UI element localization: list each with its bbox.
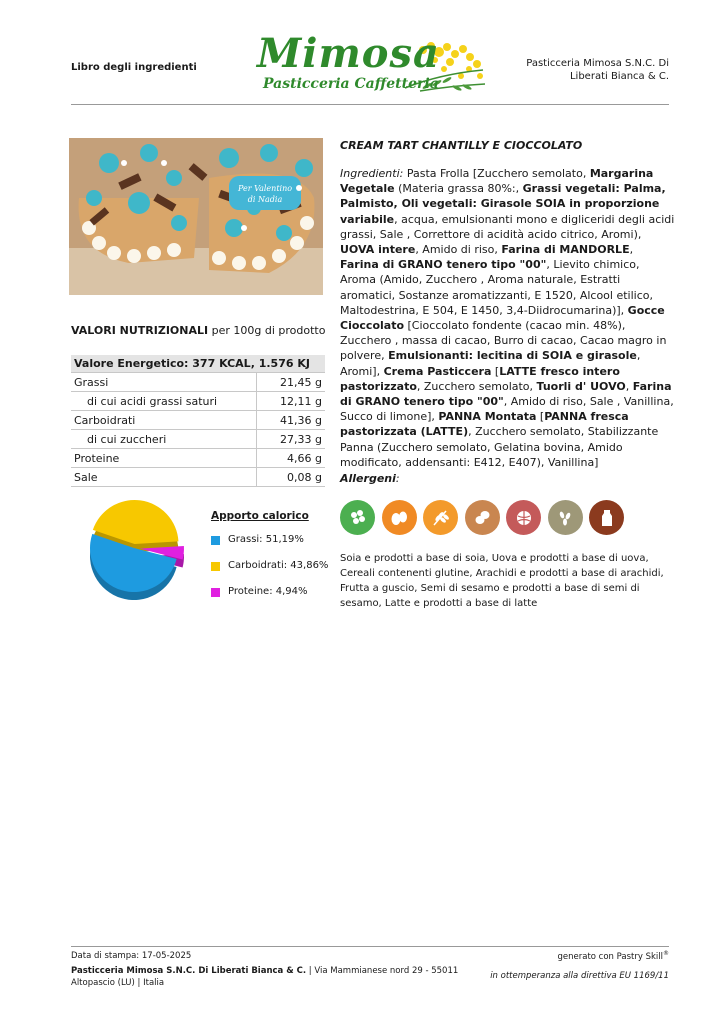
- ingredient-text: , Aromi],: [340, 349, 641, 378]
- ingredient-text: , Amido di riso, Sale , Vanillina, Succo di limone],: [340, 395, 674, 424]
- legend-item: Carboidrati: 43,86%: [211, 560, 328, 586]
- calorie-pie-chart: [84, 496, 194, 620]
- company-logo: [255, 30, 490, 100]
- ingredient-text: , Zucchero semolato,: [416, 379, 537, 393]
- table-row: di cui zuccheri 27,33 g: [71, 430, 325, 449]
- gluten-icon: [423, 500, 458, 535]
- company-address: Pasticceria Mimosa S.N.C. Di Liberati Bianca & C. | Via Mammianese nord 29 - 55011 Altopascio (LU) | Italia: [71, 966, 459, 988]
- nutrition-table: [71, 355, 325, 487]
- legend-item: Proteine: 4,94%: [211, 586, 328, 612]
- ingredient-text: ,: [629, 243, 634, 257]
- ingredient-text: , Zucchero semolato, Stabilizzante Panna (Zucchero semolato, Gelatina bovina, Amido modificato, addensanti: E412, E407), Vanillina]: [340, 425, 659, 469]
- ingredients-text: [340, 166, 675, 470]
- ingredient-highlight: Margarina Vegetale: [340, 167, 654, 196]
- ingredient-highlight: Tuorli d' UOVO: [536, 379, 626, 393]
- ingredient-text: , Amido di riso,: [415, 243, 502, 257]
- logo-title: Mimosa: [257, 30, 440, 77]
- table-row: Grassi 21,45 g: [71, 373, 325, 392]
- legend-swatch: [211, 562, 220, 571]
- soy-icon: [340, 500, 375, 535]
- milk-icon: [589, 500, 624, 535]
- nutrition-title: VALORI NUTRIZIONALI per 100g di prodotto: [71, 324, 326, 337]
- ingredient-highlight: Grassi vegetali: Palma, Palmisto, Oli vegetali: Girasole SOIA in proporzione variabile: [340, 182, 666, 226]
- eu-directive: in ottemperanza alla direttiva EU 1169/11: [490, 971, 669, 981]
- sesame-icon: [548, 500, 583, 535]
- ingredient-highlight: Farina di GRANO tenero tipo "00": [340, 258, 547, 272]
- product-photo: [69, 138, 323, 295]
- product-title: CREAM TART CHANTILLY E CIOCCOLATO: [340, 139, 583, 152]
- ingredient-text: Pasta Frolla [Zucchero semolato,: [403, 167, 590, 180]
- ingredient-highlight: UOVA intere: [340, 243, 416, 257]
- ingredient-text: [Cioccolato fondente (cacao min. 48%), Zucchero , massa di cacao, Burro di cacao, Cacao magro in polvere,: [340, 319, 667, 363]
- ingredient-highlight: Crema Pasticcera: [383, 364, 492, 378]
- legend-item: Grassi: 51,19%: [211, 534, 328, 560]
- svg-text:di Nadia: di Nadia: [247, 195, 283, 204]
- ingredient-text: [: [536, 410, 545, 424]
- legend-swatch: [211, 588, 220, 597]
- ingredient-text: , acqua, emulsionanti mono e digliceridi degli acidi grassi, Sale , Correttore di acidità acido citrico, Aromi),: [340, 212, 675, 241]
- peanuts-icon: [465, 500, 500, 535]
- ingredient-text: [: [491, 364, 500, 378]
- energy-row: [71, 355, 325, 373]
- calorie-legend: [211, 510, 328, 612]
- energy-value: Valore Energetico: 377 KCAL, 1.576 KJ: [71, 355, 325, 373]
- eggs-icon: [382, 500, 417, 535]
- ingredient-highlight: PANNA Montata: [438, 410, 537, 424]
- table-row: Carboidrati 41,36 g: [71, 411, 325, 430]
- legend-swatch: [211, 536, 220, 545]
- ingredient-highlight: Farina di GRANO tenero tipo "00": [340, 379, 672, 409]
- ingredient-highlight: LATTE fresco intero pastorizzato: [340, 364, 620, 393]
- footer-divider: [71, 946, 669, 947]
- ingredient-highlight: Emulsionanti: lecitina di SOIA e girasole: [388, 349, 637, 363]
- table-row: di cui acidi grassi saturi 12,11 g: [71, 392, 325, 411]
- ingredient-highlight: PANNA fresca pastorizzata (LATTE): [340, 410, 629, 439]
- allergen-icons: [340, 500, 624, 535]
- plaque-text: Per Valentino: [237, 184, 293, 193]
- header-divider: [71, 104, 669, 105]
- company-name: Pasticceria Mimosa S.N.C. Di Liberati Bianca & C.: [526, 58, 669, 82]
- allergens-title: Allergeni:: [340, 472, 400, 485]
- table-row: Proteine 4,66 g: [71, 449, 325, 468]
- ingredient-text: (Materia grassa 80%:,: [394, 182, 523, 196]
- ingredient-highlight: Gocce Cioccolato: [340, 303, 665, 333]
- ingredient-text: , Lievito chimico, Aroma (Amido, Zucchero , Aroma naturale, Estratti aromatici, Sostanze aromatizzanti, E 1520, Alcool etilico, Maltodestrina, E 504, E 1450, 3,4-Diidrocumarina)],: [340, 258, 653, 317]
- document-type-label: Libro degli ingredienti: [71, 62, 197, 73]
- table-row: Sale 0,08 g: [71, 468, 325, 487]
- allergens-text: Soia e prodotti a base di soia, Uova e prodotti a base di uova, Cereali contenenti glutine, Arachidi e prodotti a base di arachidi, Frutta a guscio, Semi di sesamo e prodotti a base di semi di sesamo, Latte e prodotti a base di latte: [340, 553, 664, 609]
- generator-credit: generato con Pastry Skill®: [557, 950, 669, 962]
- nuts-icon: [506, 500, 541, 535]
- ingredients-label: Ingredienti:: [340, 167, 404, 180]
- print-date: Data di stampa: 17-05-2025: [71, 951, 192, 961]
- logo-subtitle: Pasticceria Caffetteria: [263, 76, 439, 92]
- ingredient-highlight: Farina di MANDORLE: [501, 243, 630, 257]
- legend-title: Apporto calorico: [211, 510, 309, 522]
- ingredient-text: ,: [625, 379, 633, 393]
